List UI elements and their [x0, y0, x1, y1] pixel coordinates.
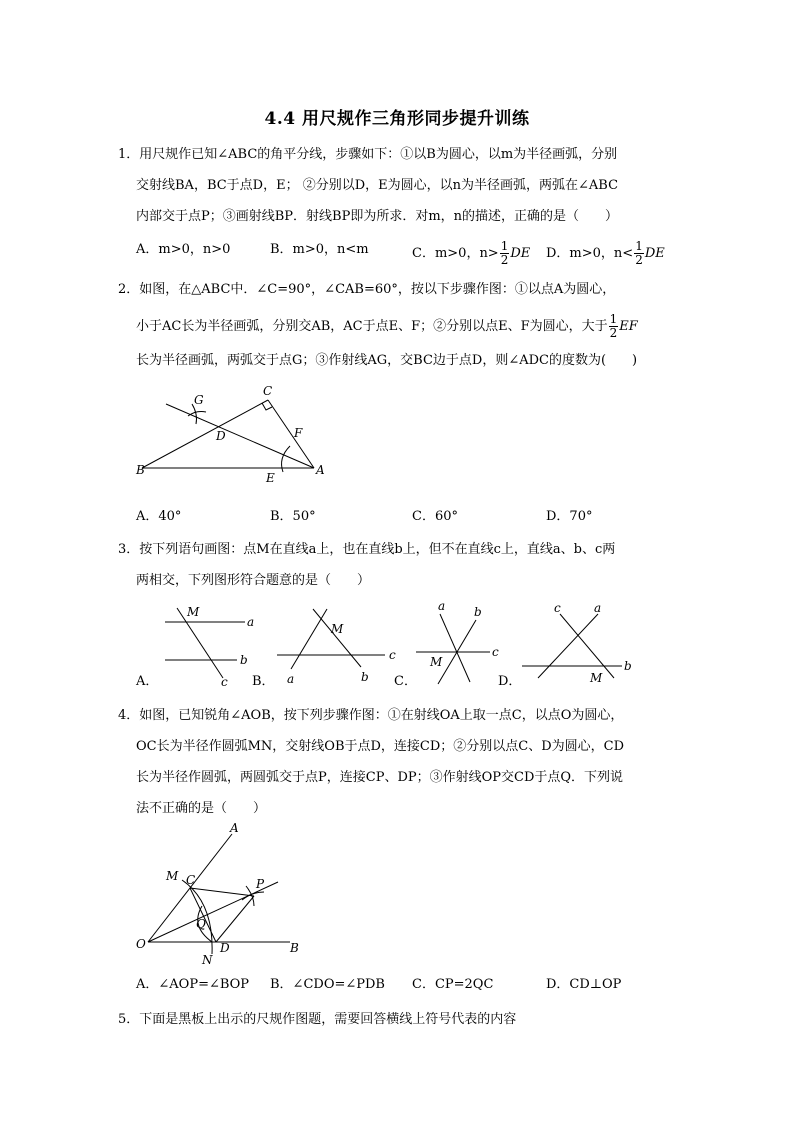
segment-bc [142, 400, 268, 468]
fraction-numerator: 1 [609, 312, 618, 326]
svg-text:a: a [287, 672, 295, 686]
q3-option-c: C． [394, 674, 417, 689]
q4-option-a: A．∠AOP=∠BOP [136, 977, 250, 992]
svg-text:c: c [389, 648, 396, 662]
q1-option-c-text: C．m>0，n> [412, 246, 499, 261]
svg-text:M: M [331, 622, 344, 636]
svg-text:b: b [240, 653, 248, 667]
q1-option-c [412, 240, 530, 267]
label-e: E [266, 471, 275, 485]
segment-dp [216, 896, 254, 942]
label-c: C [263, 384, 273, 398]
svg-text:c: c [554, 601, 561, 615]
label-b: B [290, 941, 299, 955]
label-a: A [316, 463, 325, 477]
q1-option-d-tail: DE [644, 246, 665, 261]
label-o: O [136, 937, 146, 951]
svg-text:a: a [247, 615, 255, 629]
svg-text:c: c [492, 645, 499, 659]
q2-line3: 长为半径画弧，两弧交于点G；③作射线AG，交BC边于点D，则∠ADC的度数为( ) [136, 353, 638, 368]
q1-option-b: B．m>0，n<m [270, 242, 369, 257]
q4-option-b: B．∠CDO=∠PDB [270, 977, 385, 992]
q4-line1: 4．如图，已知锐角∠AOB，按下列步骤作图：①在射线OA上取一点C，以点O为圆心， [118, 708, 624, 723]
q1-option-d [546, 240, 665, 267]
q4-option-d: D．CD⊥OP [546, 977, 622, 992]
q3-option-b: B． [252, 674, 275, 689]
fraction-denominator: 2 [609, 326, 618, 340]
fraction [634, 240, 644, 267]
label-f: F [294, 426, 303, 440]
fraction-numerator: 1 [500, 239, 509, 253]
q2-option-d: D．70° [546, 509, 593, 524]
q1-line3: 内部交于点P；③画射线BP．射线BP即为所求．对m，n的描述，正确的是（ ） [136, 209, 619, 224]
page-title: 4.4 用尺规作三角形同步提升训练 [264, 109, 530, 129]
q4-figure [130, 822, 310, 967]
segment-cp [190, 888, 254, 896]
q4-line3: 长为半径作圆弧，两圆弧交于点P，连接CP、DP；③作射线OP交CD于点Q．下列说 [136, 770, 624, 785]
fraction-denominator: 2 [635, 253, 643, 267]
arc-cross-1 [192, 404, 197, 424]
svg-text:M: M [430, 655, 443, 669]
fraction [500, 240, 510, 267]
q3-option-a: A． [136, 674, 159, 689]
q4-line2: OC长为半径作圆弧MN，交射线OB于点D，连接CD；②分别以点C、D为圆心，CD [136, 739, 625, 754]
label-d: D [216, 429, 226, 443]
q2-option-a: A．40° [136, 509, 182, 524]
label-g: G [194, 393, 204, 407]
svg-text:c: c [221, 675, 228, 689]
q1-option-a: A．m>0，n>0 [136, 242, 231, 257]
svg-text:b: b [624, 659, 632, 673]
svg-text:M: M [590, 671, 603, 685]
q4-line4: 法不正确的是（ ） [136, 801, 267, 816]
svg-text:a: a [438, 599, 446, 613]
q2-line2 [136, 313, 676, 340]
label-m: M [166, 869, 179, 883]
svg-text:b: b [474, 605, 482, 619]
q1-option-c-tail: DE [510, 246, 531, 261]
q2-option-c: C．60° [412, 509, 458, 524]
q2-line2-text: 小于AC长为半径画弧，分别交AB，AC于点E、F；②分别以点E、F为圆心，大于 [136, 319, 608, 334]
q2-line1: 2．如图，在△ABC中．∠C=90°，∠CAB=60°，按以下步骤作图：①以点A为圆心， [118, 282, 616, 297]
q3-line1: 3．按下列语句画图：点M在直线a上，也在直线b上，但不在直线c上，直线a、b、c两 [118, 542, 616, 557]
q3-line2: 两相交，下列图形符合题意的是（ ） [136, 573, 371, 588]
q3-option-d: D． [498, 674, 522, 689]
q4-option-c: C．CP=2QC [412, 977, 494, 992]
q3-figure-a [155, 600, 265, 690]
label-d: D [220, 941, 230, 955]
label-a: A [230, 821, 239, 835]
q3-figure-b [275, 605, 405, 690]
q1-option-d-text: D．m>0，n< [546, 246, 634, 261]
q2-figure [130, 380, 340, 490]
label-p: P [256, 877, 265, 891]
svg-text:a: a [594, 601, 602, 615]
label-b: B [136, 463, 145, 477]
fraction-numerator: 1 [635, 239, 643, 253]
svg-text:b: b [361, 670, 369, 684]
label-q: Q [196, 917, 206, 931]
q5-line1: 5．下面是黑板上出示的尺规作图题，需要回答横线上符号代表的内容 [118, 1012, 517, 1027]
arc-cross-2 [188, 412, 206, 417]
q2-line2-tail: EF [619, 319, 638, 334]
fraction-denominator: 2 [500, 253, 509, 267]
svg-text:M: M [187, 605, 200, 619]
q3-figure-d [518, 600, 638, 690]
fraction [609, 313, 619, 340]
label-c: C [186, 873, 196, 887]
q2-option-b: B．50° [270, 509, 316, 524]
q1-line1: 1．用尺规作已知∠ABC的角平分线，步骤如下：①以B为圆心，以m为半径画弧，分别 [118, 147, 618, 162]
q1-line2: 交射线BA，BC于点D，E； ②分别以D，E为圆心，以n为半径画弧，两弧在∠ABC [136, 178, 619, 193]
label-n: N [202, 953, 213, 967]
